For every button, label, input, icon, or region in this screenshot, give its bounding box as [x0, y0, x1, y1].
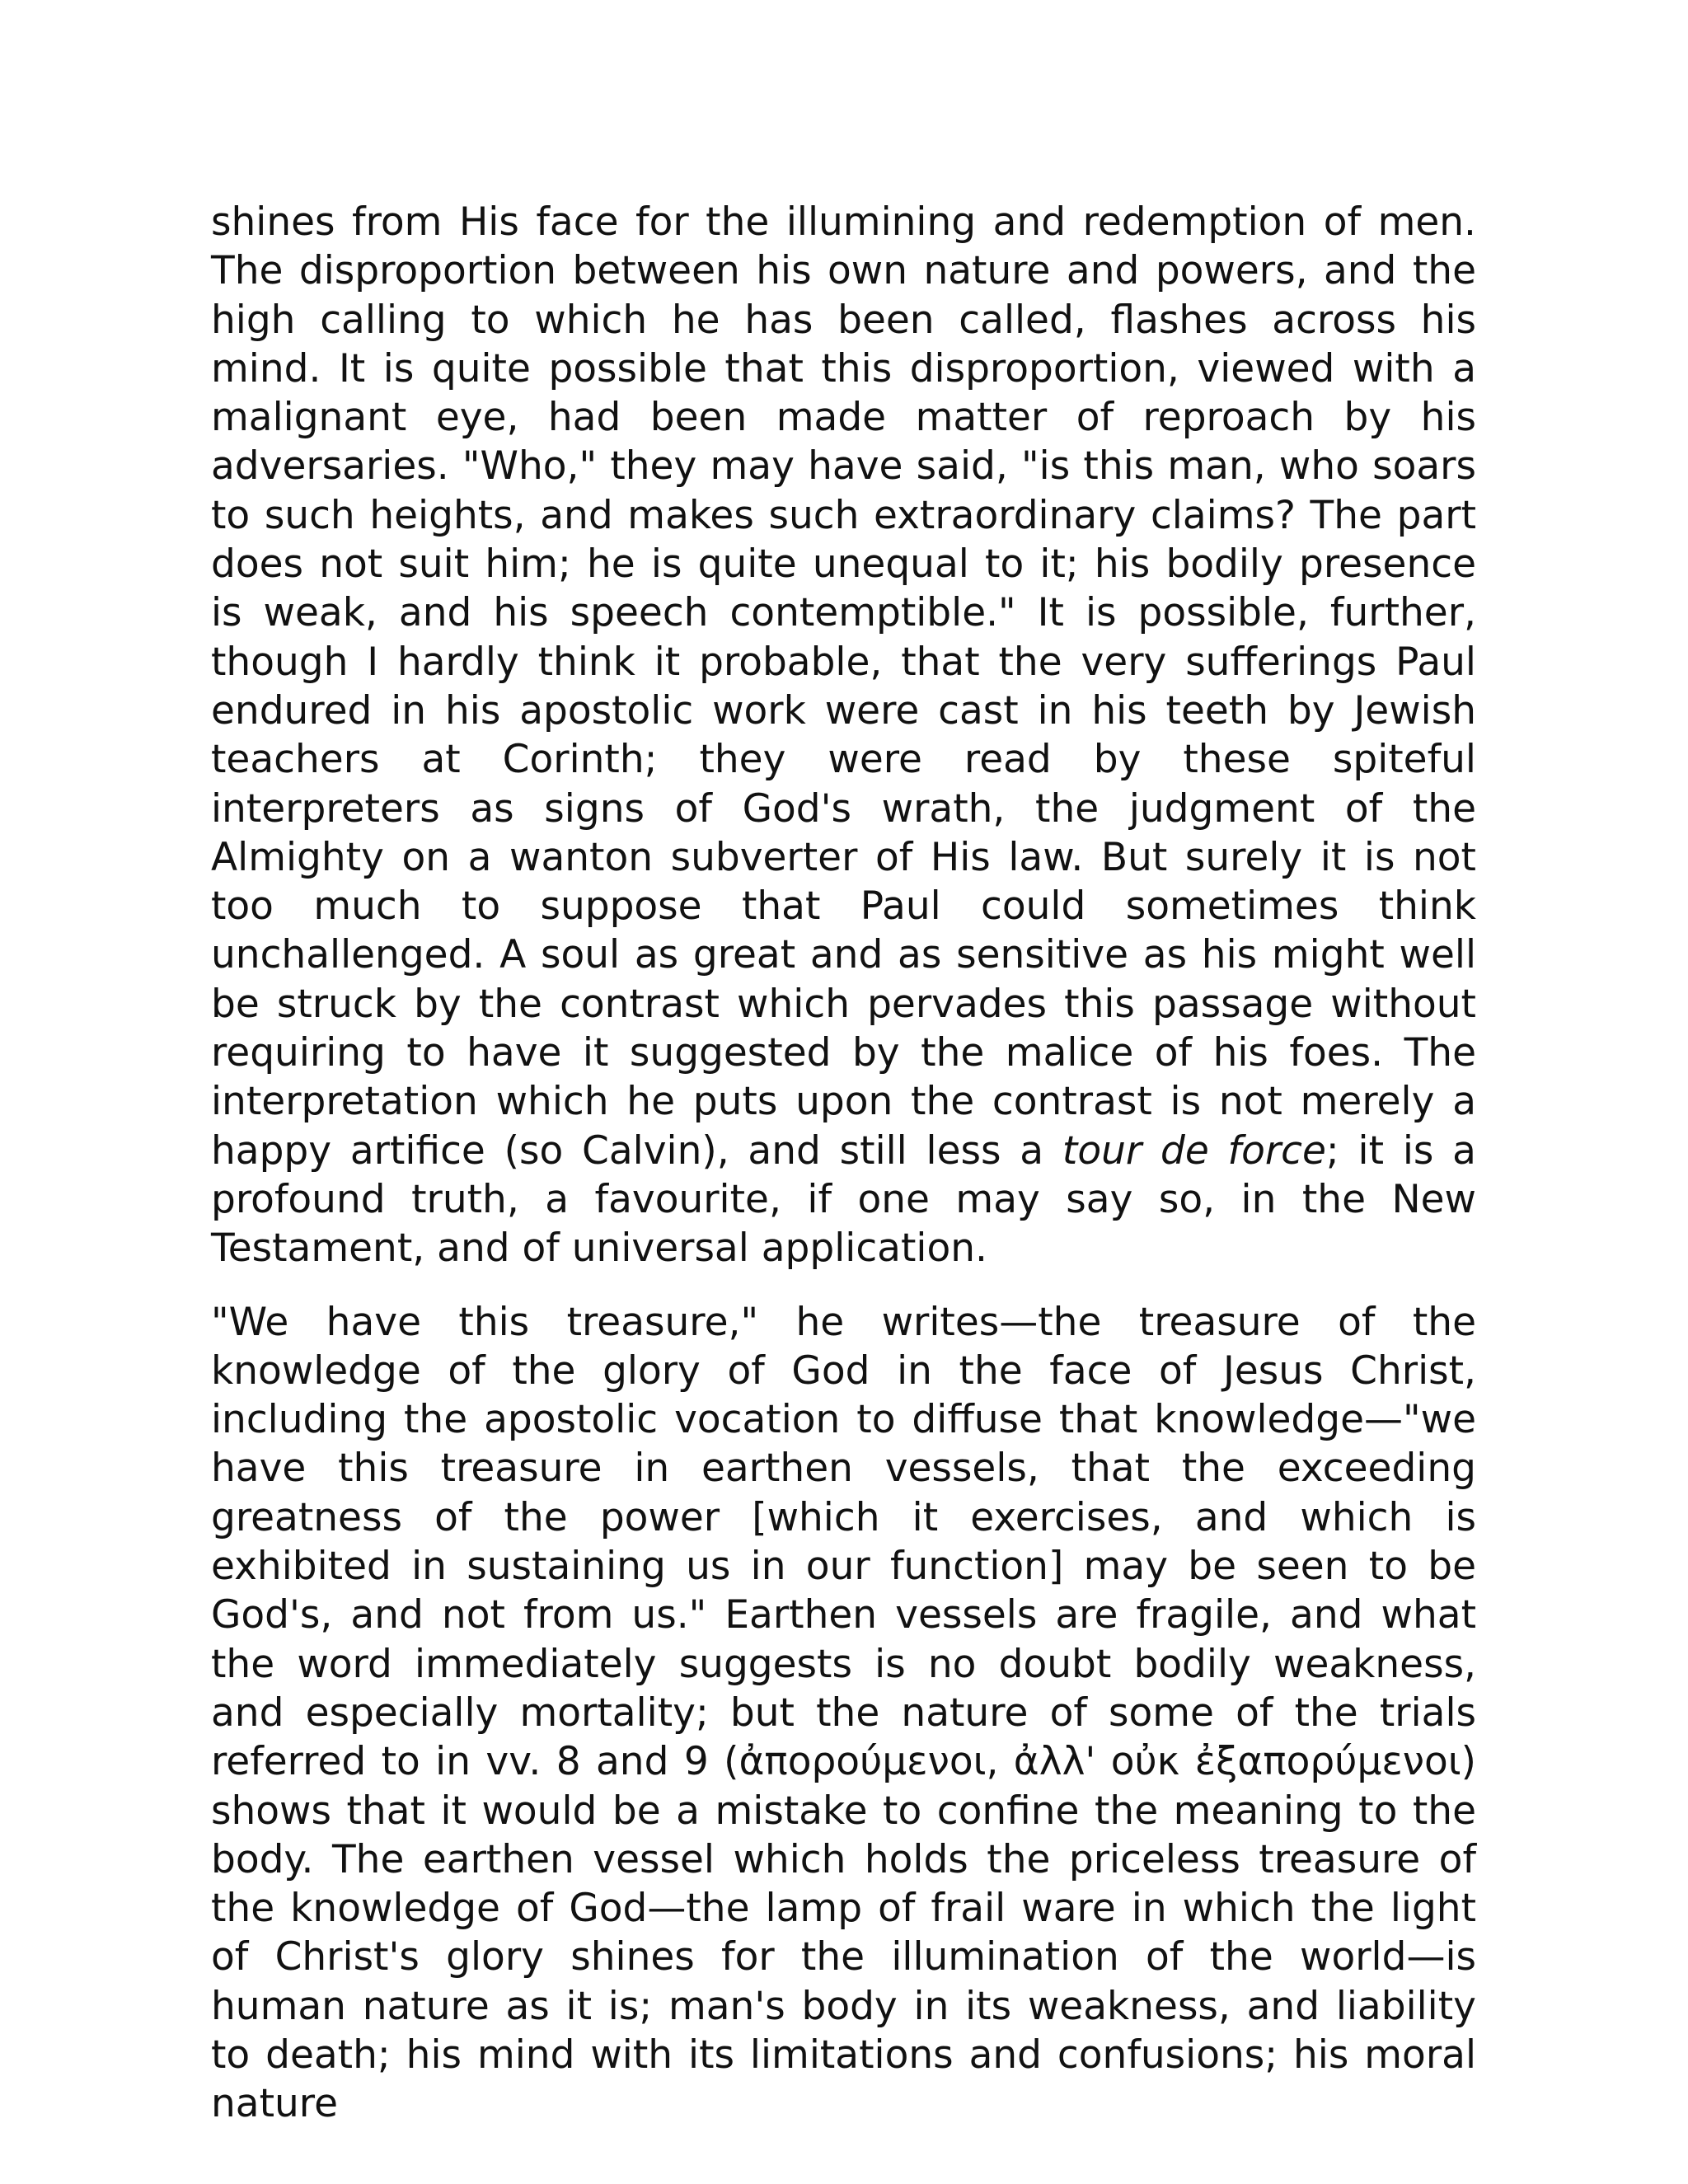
body-paragraph-1 [211, 198, 1476, 1273]
paragraph-1-italic-phrase: tour de force [1062, 1127, 1326, 1174]
body-paragraph-2 [211, 1298, 1476, 2129]
paragraph-1-text-a: shines from His face for the illumining and redemption of men. The disproportion between his own nature and powers, and the high calling to which he has been called, flashes across his mind. It is quite possible that this disproportion, viewed with a malignant eye, had been made matter of reproach by his adversaries. "Who," they may have said, "is this man, who soars to such heights, and makes such extraordinary claims? The part does not suit him; he is quite unequal to it; his bodily presence is weak, and his speech contemptible." It is possible, further, though I hardly think it probable, that the very sufferings Paul endured in his apostolic work were cast in his teeth by Jewish teachers at Corinth; they were read by these spiteful interpreters as signs of God's wrath, the judgment of the Almighty on a wanton subverter of His law. But surely it is not too much to suppose that Paul could sometimes think unchallenged. A soul as great and as sensitive as his might well be struck by the contrast which pervades this passage without requiring to have it suggested by the malice of his foes. The interpretation which he puts upon the contrast is not merely a happy artifice (so Calvin), and still less a [211, 199, 1476, 1174]
paragraph-1-text-b: ; it is a profound truth, a favourite, if one may say so, in the New Testament, and of universal application. [211, 1127, 1476, 1272]
paragraph-2-text: "We have this treasure," he writes—the treasure of the knowledge of the glory of God in the face of Jesus Christ, including the apostolic vocation to diffuse that knowledge—"we have this treasure in earthen vessels, that the exceeding greatness of the power [which it exercises, and which is exhibited in sustaining us in our function] may be seen to be God's, and not from us." Earthen vessels are fragile, and what the word immediately suggests is no doubt bodily weakness, and especially mortality; but the nature of some of the trials referred to in vv. 8 and 9 (ἀπορούμενοι, ἀλλ' οὐκ ἐξαπορύμενοι) shows that it would be a mistake to confine the meaning to the body. The earthen vessel which holds the priceless treasure of the knowledge of God—the lamp of frail ware in which the light of Christ's glory shines for the illumination of the world—is human nature as it is; man's body in its weakness, and liability to death; his mind with its limitations and confusions; his moral nature [211, 1299, 1476, 2127]
